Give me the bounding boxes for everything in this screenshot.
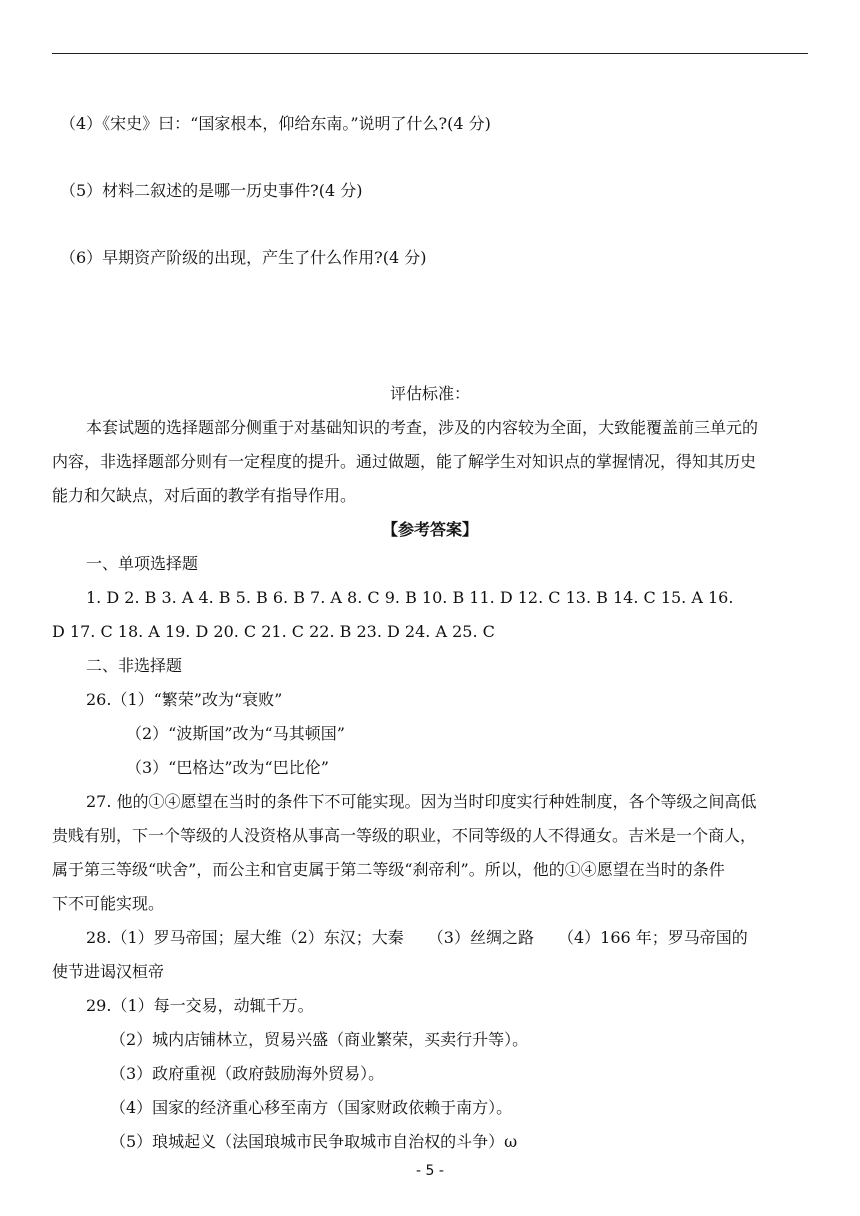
mc-answers-line: 1. D 2. B 3. A 4. B 5. B 6. B 7. A 8. C 9. B 10. B 11. D 12. C 13. B 14. C 15. A 16. <box>86 588 734 607</box>
answer-27-line: 属于第三等级“吠舍”，而公主和官吏属于第二等级“刹帝利”。所以，他的①④愿望在当时的条件 <box>52 860 725 879</box>
answer-29-line: 29.（1）每一交易，动辄千万。 <box>86 996 314 1015</box>
answer-27-line: 贵贱有别，下一个等级的人没资格从事高一等级的职业，不同等级的人不得通女。吉米是一个商人， <box>52 826 757 845</box>
answer-29-line: （4）国家的经济重心移至南方（国家财政依赖于南方）。 <box>110 1098 513 1117</box>
answer-28-line: 28.（1）罗马帝国；屋大维（2）东汉；大秦 （3）丝绸之路 （4）166 年；罗马帝国的 <box>86 928 748 947</box>
header-rule <box>52 53 808 54</box>
answer-29-line: （3）政府重视（政府鼓励海外贸易）。 <box>110 1064 385 1083</box>
answer-29-line: （5）琅城起义（法国琅城市民争取城市自治权的斗争）ω <box>110 1132 518 1151</box>
answer-26-line: （2）“波斯国”改为“马其顿国” <box>126 724 345 743</box>
mc-answers-line: D 17. C 18. A 19. D 20. C 21. C 22. B 23. D 24. A 25. C <box>52 622 495 641</box>
section-multiple-choice: 一、单项选择题 <box>86 554 199 573</box>
question-4: （4）《宋史》曰：“国家根本，仰给东南。”说明了什么?(4 分) <box>60 114 491 133</box>
page-number: - 5 - <box>416 1163 444 1179</box>
evaluation-title: 评估标准： <box>389 384 470 403</box>
answer-29-line: （2）城内店铺林立，贸易兴盛（商业繁荣，买卖行升等）。 <box>110 1030 529 1049</box>
evaluation-line: 能力和欠缺点，对后面的教学有指导作用。 <box>52 486 357 505</box>
evaluation-line: 内容，非选择题部分则有一定程度的提升。通过做题，能了解学生对知识点的掌握情况，得知其历史 <box>52 452 757 471</box>
answer-27-line: 下不可能实现。 <box>52 894 165 913</box>
evaluation-line: 本套试题的选择题部分侧重于对基础知识的考查，涉及的内容较为全面，大致能覆盖前三单元的 <box>86 418 759 437</box>
answer-26-line: 26.（1）“繁荣”改为“衰败” <box>86 690 283 709</box>
answers-title: 【参考答案】 <box>381 520 478 539</box>
question-5: （5）材料二叙述的是哪一历史事件?(4 分) <box>60 181 363 200</box>
answer-28-line: 使节进谒汉桓帝 <box>52 962 165 981</box>
answer-27-line: 27. 他的①④愿望在当时的条件下不可能实现。因为当时印度实行种姓制度，各个等级之间高低 <box>86 792 757 811</box>
answer-26-line: （3）“巴格达”改为“巴比伦” <box>126 758 329 777</box>
question-6: （6）早期资产阶级的出现，产生了什么作用?(4 分) <box>60 248 427 267</box>
section-non-choice: 二、非选择题 <box>86 656 183 675</box>
